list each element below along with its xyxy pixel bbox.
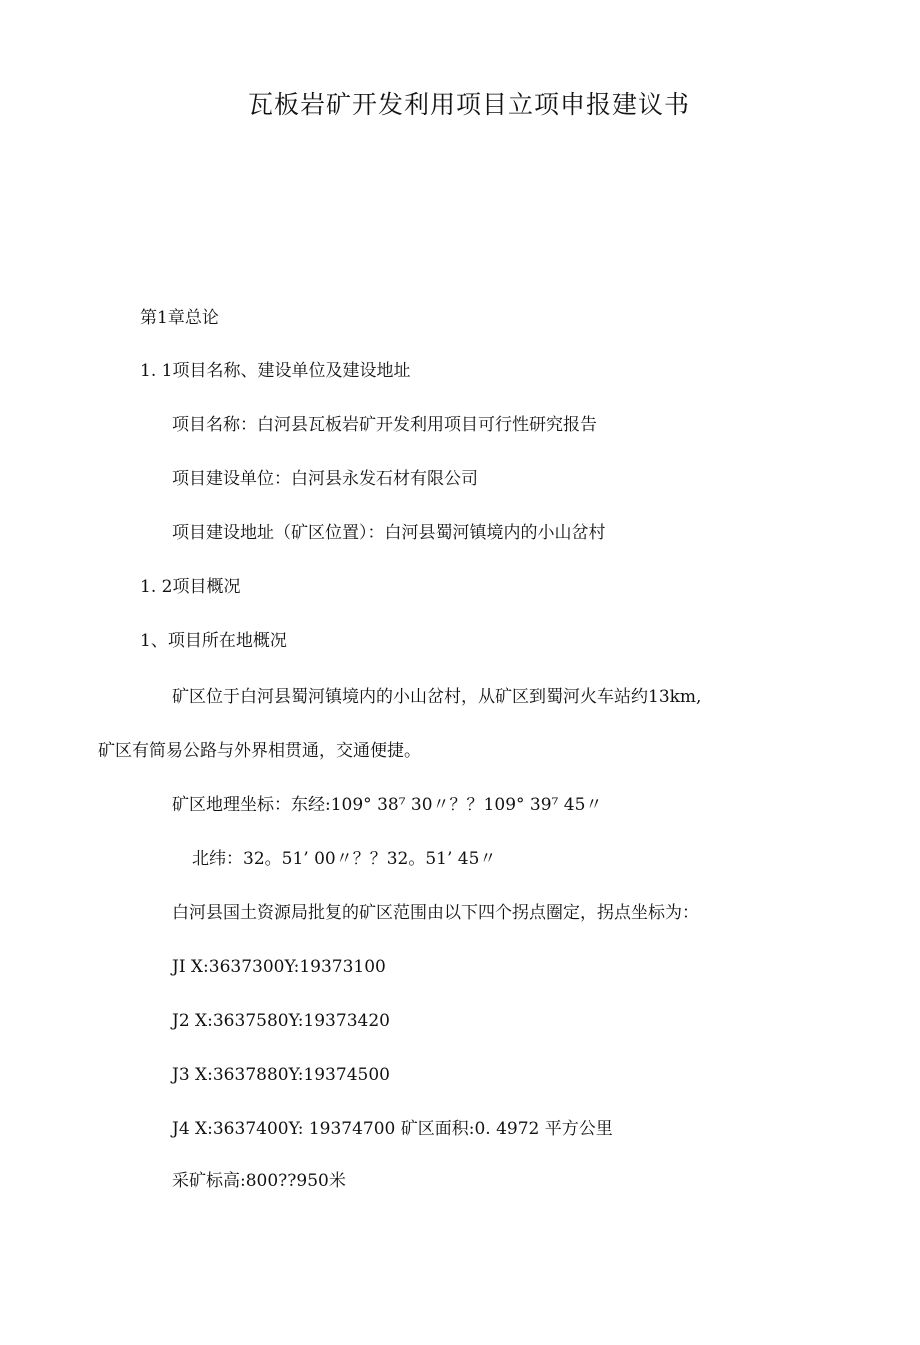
subsection-heading-1: 1、项目所在地概况 [140, 631, 287, 651]
corner-point-j3: J3 X:3637880Y:19374500 [172, 1065, 390, 1085]
mining-elevation: 采矿标高:800??950米 [172, 1171, 346, 1191]
document-title: 瓦板岩矿开发利用项目立项申报建议书 [248, 90, 691, 119]
coordinates-east: 矿区地理坐标：东经:109° 38⁷ 30〃？？109° 39⁷ 45〃 [172, 795, 603, 815]
section-heading-1-2: 1. 2项目概况 [140, 577, 241, 597]
coordinates-north: 北纬：32。51’ 00〃？？32。51’ 45〃 [192, 849, 497, 869]
paragraph-location-line2: 矿区有简易公路与外界相贯通，交通便捷。 [98, 741, 421, 761]
corner-point-j4-area: J4 X:3637400Y: 19374700 矿区面积:0. 4972 平方公里 [172, 1119, 613, 1139]
paragraph-location-line1: 矿区位于白河县蜀河镇境内的小山岔村，从矿区到蜀河火车站约13km, [172, 687, 702, 707]
corner-point-j1: JI X:3637300Y:19373100 [172, 957, 386, 977]
corner-point-j2: J2 X:3637580Y:19373420 [172, 1011, 390, 1031]
project-name-line: 项目名称：白河县瓦板岩矿开发利用项目可行性研究报告 [172, 415, 597, 435]
section-heading-1-1: 1. 1项目名称、建设单位及建设地址 [140, 361, 411, 381]
project-address-line: 项目建设地址（矿区位置）：白河县蜀河镇境内的小山岔村 [172, 523, 606, 543]
project-unit-line: 项目建设单位：白河县永发石材有限公司 [172, 469, 478, 489]
chapter-heading: 第1章总论 [140, 308, 219, 328]
range-intro: 白河县国土资源局批复的矿区范围由以下四个拐点圈定，拐点坐标为： [172, 903, 699, 923]
